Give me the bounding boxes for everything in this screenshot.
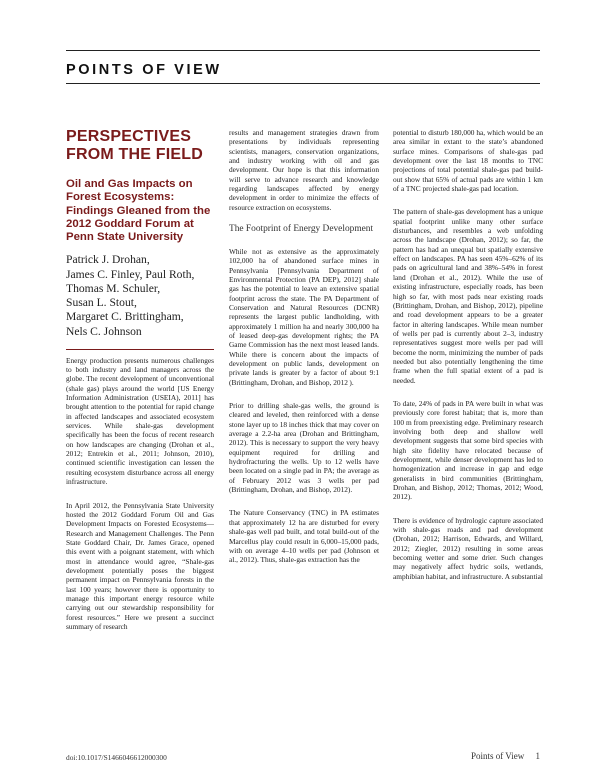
header-top-rule xyxy=(66,50,540,51)
section-subhead: The Footprint of Energy Development xyxy=(229,224,374,235)
author-line: Thomas M. Schuler, xyxy=(66,281,161,295)
author-line: James C. Finley, Paul Roth, xyxy=(66,267,195,281)
body-paragraph: There is evidence of hydrologic capture associated with shale-gas roads and pad development (Drohan, 2012; Harrison, Edwards, and Willard, 2012; Ziegler, 2012) resulting in some areas becoming wetter and some drier. Such changes may negatively affect hydric soils, wetlands, amphibian habitat, and infrastructure. A substantial xyxy=(393,515,543,581)
body-paragraph: While not as extensive as the approximately 102,000 ha of abandoned surface mines in Pennsylvania [Pennsylvania Department of Environmental Protection (PA DEP), 2012] shale gas has the potential to leave an extensive spatial footprint across the state. The PA Department of Conservation and Natural Resources (DCNR) represents the largest public landholding, with approximately 1 million ha and nearly 300,000 ha of leased deep-gas development rights; the PA Game Commission has the next most leased lands. While there is concern about the impacts of development on public lands, development on private lands is greater by a factor of about 9:1 (Brittingham, Drohan, and Bishop, 2012 ). xyxy=(229,246,379,387)
footer-section: Points of View xyxy=(470,751,525,761)
running-footer xyxy=(471,751,540,761)
author-line: Nels C. Johnson xyxy=(66,324,142,338)
kicker-line-2: FROM THE FIELD xyxy=(66,146,204,163)
author-line: Margaret C. Brittingham, xyxy=(66,310,184,324)
page-number: 1 xyxy=(535,751,540,761)
header-bottom-rule xyxy=(66,83,540,84)
column-3 xyxy=(393,128,543,581)
author-list xyxy=(66,253,214,338)
body-paragraph: Energy production presents numerous challenges to both industry and land managers across the globe. The recent development of unconventional (shale gas) plays around the world [US Energy Information Administration (USEIA), 2011] has brought attention to the potential for rapid change in affected landscapes and associated ecosystem services. While shale-gas development specifically has been the focus of recent research on how landscapes are changing (Drohan et al., 2012; Entrekin et al., 2011; Johnson, 2010), continued scientific investigation can lessen the resulting ecosystem disturbance across all energy infrastructure. xyxy=(66,355,214,487)
body-paragraph: Prior to drilling shale-gas wells, the ground is cleared and leveled, then reinforced with a dense stone layer up to 18 inches thick that may cover on average a 2.2-ha area (Drohan and Brittingham, 2012). This is necessary to support the very heavy equipment required for drilling and hydrofracturing the wells. Up to 12 wells have been located on a single pad in PA; the average as of February 2012 was 3 wells per pad (Brittingham, Drohan, and Bishop, 2012). xyxy=(229,401,379,495)
section-label: POINTS OF VIEW xyxy=(66,62,222,78)
author-line: Susan L. Stout, xyxy=(66,296,137,310)
body-paragraph: In April 2012, the Pennsylvania State University hosted the 2012 Goddard Forum Oil and Gas Development Impacts on Forested Ecosystems—Research and Management Challenges. The Penn State Goddard Chair, Dr. James Grace, opened this event with a poignant statement, with which most in attendance would agree, “Shale-gas development potentially poses the biggest permanent impact on Pennsylvania forests in the last 100 years; however there is opportunity to manage this important energy resource while carrying out our stewardship responsibility for forest resources.” Here we present a succinct summary of research xyxy=(66,500,214,631)
article-title: Oil and Gas Impacts on Forest Ecosystems: Findings Gleaned from the 2012 Goddard Forum at Penn State University xyxy=(66,178,211,244)
title-divider xyxy=(66,349,214,350)
doi-text: doi:10.1017/S1466046612000300 xyxy=(66,753,167,762)
column-1 xyxy=(66,128,214,631)
body-paragraph: results and management strategies drawn from presentations by individuals representing scientists, managers, conservation organizations, and industry working with oil and gas development. Our hope is that this information will serve to advance research and knowledge regarding landscapes affected by energy development in order to minimize the effects of resource extraction on ecosystems. xyxy=(229,128,379,212)
kicker-line-1: PERSPECTIVES xyxy=(66,128,192,145)
body-paragraph: potential to disturb 180,000 ha, which would be an area similar in extant to the state’s abandoned surface mines. Comparisons of shale-gas pad development over the last 18 months to TNC projections of total potential shale-gas pad build-out show that 65% of actual pads are within 1 km of a TNC projected shale-gas pad location. xyxy=(393,128,543,194)
author-line: Patrick J. Drohan, xyxy=(66,253,150,267)
body-paragraph: The Nature Conservancy (TNC) in PA estimates that approximately 12 ha are disturbed for every shale-gas well pad built, and total build-out of the Marcellus play could result in 6,000–15,000 pads, with on average 4–10 wells per pad (Johnson et al., 2012). Thus, shale-gas extraction has the xyxy=(229,508,379,565)
column-2 xyxy=(229,128,379,565)
body-paragraph: The pattern of shale-gas development has a unique spatial footprint unlike many other surface disturbances, and resembles a web unfolding across the landscape (Drohan, 2012); so far, the pattern has had an unequal but spatially extensive effect on landscapes. PA has seen 45%–62% of its pads on agricultural land and 38%–54% in forest land (Drohan et al., 2012). While the use of existing infrastructure, especially roads, has been high so far, with most pads near existing roads (Brittingham, Drohan, and Bishop, 2012), pipeline and road development appears to be a greater factor in altering landscapes. While mean number of wells per pad is currently about 2–3, industry representatives suggest more wells per pad will become the norm, minimizing the number of pads needed but also potentially lengthening the time frame when the full spatial extent of a pad is needed. xyxy=(393,207,543,385)
body-paragraph: To date, 24% of pads in PA were built in what was previously core forest habitat; that is, more than 100 m from preexisting edge. Preliminary research involving both deep and shallow well development suggests that some bird species with high site fidelity have relocated because of development, while denser development has led to homogenization and increase in gap and edge generalists in bird communities (Brittingham, Drohan, and Bishop, 2012; Thomas, 2012; Wood, 2012). xyxy=(393,398,543,502)
